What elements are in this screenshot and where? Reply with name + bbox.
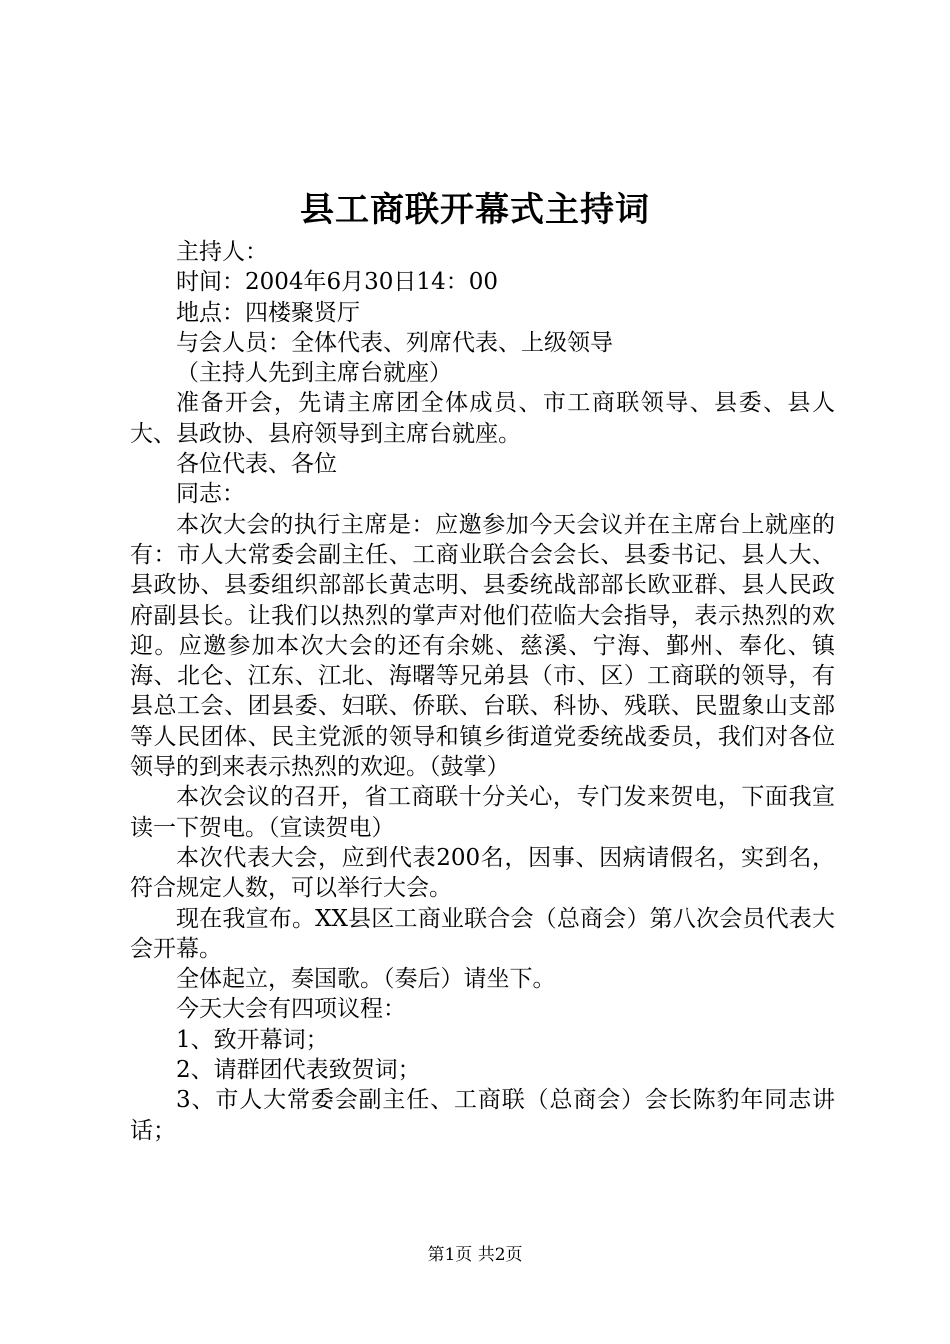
paragraph-comrades: 同志： bbox=[176, 481, 245, 508]
paragraph-attendance: 本次代表大会，应到代表200名，因事、因病请假名，实到名，符合规定人数，可以举行大会。 bbox=[130, 844, 835, 902]
agenda-item-3: 3、市人大常委会副主任、工商联（总商会）会长陈豹年同志讲话； bbox=[130, 1087, 835, 1144]
paragraph-anthem: 全体起立，奏国歌。（奏后）请坐下。 bbox=[176, 966, 556, 993]
paragraph-location: 地点：四楼聚贤厅 bbox=[176, 299, 360, 326]
paragraph-attendees: 与会人员：全体代表、列席代表、上级领导 bbox=[176, 329, 613, 356]
document-body bbox=[130, 237, 835, 1146]
agenda-item-1: 1、致开幕词； bbox=[176, 1026, 329, 1053]
agenda-item-2: 2、请群团代表致贺词； bbox=[176, 1057, 421, 1084]
paragraph-greeting: 各位代表、各位 bbox=[176, 451, 337, 478]
paragraph-host: 主持人： bbox=[176, 239, 268, 265]
paragraph-announce: 现在我宣布。XX县区工商业联合会（总商会）第八次会员代表大会开幕。 bbox=[130, 905, 835, 962]
paragraph-stage-note: （主持人先到主席台就座） bbox=[176, 360, 452, 387]
paragraph-prepare: 准备开会，先请主席团全体成员、市工商联领导、县委、县人大、县政协、县府领导到主席台就座。 bbox=[130, 390, 835, 447]
paragraph-telegram: 本次会议的召开，省工商联十分关心，专门发来贺电，下面我宣读一下贺电。（宣读贺电） bbox=[130, 784, 835, 841]
document-title: 县工商联开幕式主持词 bbox=[300, 190, 650, 230]
page-footer: 第1页 共2页 bbox=[427, 1245, 523, 1265]
paragraph-time: 时间：2004年6月30日14：00 bbox=[176, 269, 498, 296]
paragraph-chairs: 本次大会的执行主席是：应邀参加今天会议并在主席台上就座的有：市人大常委会副主任、工商业联合会会长、县委书记、县人大、县政协、县委组织部部长黄志明、县委统战部部长欧亚群、县人民政府副县长。让我们以热烈的掌声对他们莅临大会指导，表示热烈的欢迎。应邀参加本次大会的还有余姚、慈溪、宁海、鄞州、奉化、镇海、北仑、江东、江北、海曙等兄弟县（市、区）工商联的领导，有县总工会、团县委、妇联、侨联、台联、科协、残联、民盟象山支部等人民团体、民主党派的领导和镇乡街道党委统战委员，我们对各位领导的到来表示热烈的欢迎。（鼓掌） bbox=[130, 511, 835, 781]
paragraph-agenda: 今天大会有四项议程： bbox=[176, 996, 406, 1023]
